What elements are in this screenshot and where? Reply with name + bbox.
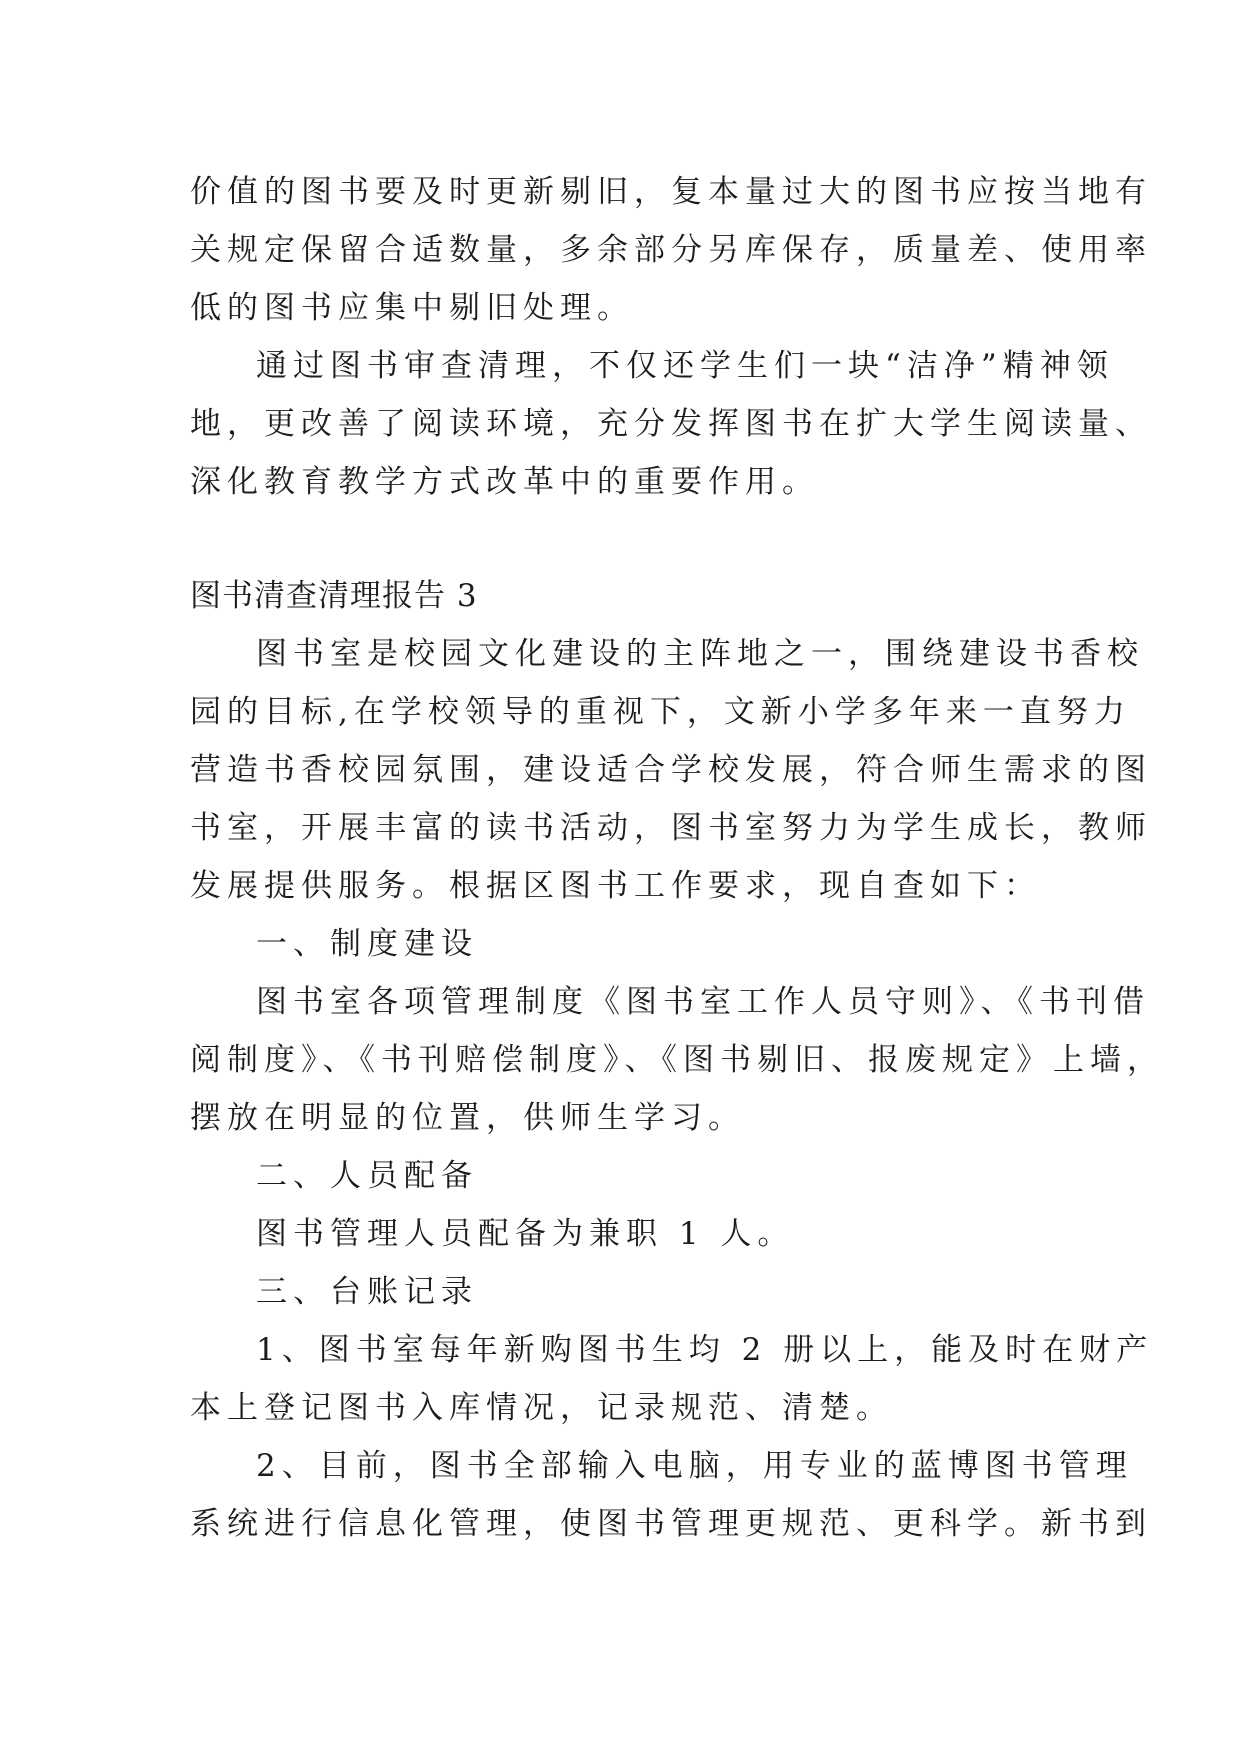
text-line: 本上登记图书入库情况，记录规范、清楚。: [190, 1390, 893, 1426]
report-intro-paragraph: [190, 625, 1152, 915]
text-line: 系统进行信息化管理，使图书管理更规范、更科学。新书到: [190, 1506, 1152, 1542]
text-line: 深化教育教学方式改革中的重要作用。: [190, 464, 819, 500]
section-staff-paragraph: [190, 1205, 1090, 1263]
report-title: 图书清查清理报告 3: [190, 578, 478, 614]
section-system-paragraph: [190, 973, 1164, 1147]
document-body: [190, 163, 1164, 1553]
conclusion-paragraph: [190, 337, 1152, 511]
text-line: 书室，开展丰富的读书活动，图书室努力为学生成长，教师: [190, 810, 1152, 846]
text-line: 图书室是校园文化建设的主阵地之一，围绕建设书香校: [256, 636, 1144, 672]
text-line: 地，更改善了阅读环境，充分发挥图书在扩大学生阅读量、: [190, 406, 1152, 442]
records-item-1: [190, 1321, 1154, 1437]
text-line: 摆放在明显的位置，供师生学习。: [190, 1100, 745, 1136]
text-line: 通过图书审查清理，不仅还学生们一块“洁净”精神领: [256, 348, 1114, 384]
text-line: 价值的图书要及时更新剔旧，复本量过大的图书应按当地有: [190, 174, 1152, 210]
section-heading-records: 三、台账记录: [256, 1274, 478, 1310]
text-line: 发展提供服务。根据区图书工作要求，现自查如下：: [190, 868, 1041, 904]
text-line: 园的目标,在学校领导的重视下，文新小学多年来一直努力: [190, 694, 1131, 730]
intro-paragraph: [190, 163, 1152, 337]
records-item-2: [190, 1437, 1152, 1553]
text-line: 图书室各项管理制度《图书室工作人员守则》、《书刊借: [256, 984, 1150, 1020]
text-line: 关规定保留合适数量，多余部分另库保存，质量差、使用率: [190, 232, 1152, 268]
text-line: 2、目前，图书全部输入电脑，用专业的蓝博图书管理: [256, 1448, 1133, 1484]
text-line: 图书管理人员配备为兼职 1 人。: [256, 1216, 795, 1252]
text-line: 营造书香校园氛围，建设适合学校发展，符合师生需求的图: [190, 752, 1152, 788]
text-line: 1、图书室每年新购图书生均 2 册以上，能及时在财产: [256, 1332, 1154, 1368]
section-heading-system: 一、制度建设: [256, 926, 478, 962]
section-heading-staff: 二、人员配备: [256, 1158, 478, 1194]
text-line: 阅制度》、《书刊赔偿制度》、《图书剔旧、报废规定》上墙，: [190, 1042, 1164, 1078]
spacer: [190, 511, 1090, 567]
text-line: 低的图书应集中剔旧处理。: [190, 290, 634, 326]
